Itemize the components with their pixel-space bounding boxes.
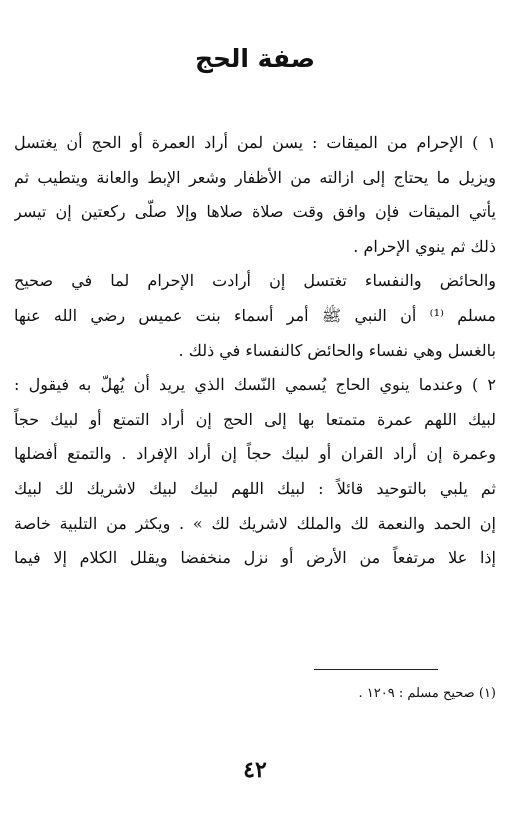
text-line-11: ثم يلبي بالتوحيد قائلاً : لبيك اللهم لبيك لبيك لاشريك لك لبيك	[14, 478, 496, 498]
text-line-1: ١ ) الإحرام من الميقات : يسن لمن أراد العمرة أو الحج أن يغتسل	[14, 133, 496, 152]
text-line-2: ويزيل ما يحتاج إلى ازالته من الأظفار وشعر الإبط والعانة ويتطيب ثم	[14, 167, 496, 187]
text-line-7: بالغسل وهي نفساء والحائض كالنفساء في ذلك .	[178, 340, 496, 360]
body-text	[14, 126, 496, 576]
text-line-3: يأتي الميقات فإن وافق وقت صلاة صلاها وإلا صلّى ركعتين إن تيسر	[14, 202, 496, 222]
text-line-13: إذا علا مرتفعاً من الأرض أو نزل منخفضا ويقلل الكلام إلا فيما	[14, 548, 496, 568]
footnote: (١) صحيح مسلم : ١٢٠٩ .	[358, 686, 496, 701]
text-line-4: ذلك ثم ينوي الإحرام .	[353, 236, 496, 256]
text-line-6: مسلم ⁽¹⁾ أن النبي ﷺ أمر أسماء بنت عميس رضي الله عنها	[14, 305, 496, 325]
text-line-12: إن الحمد والنعمة لك والملك لاشريك لك » . ويكثر من التلبية خاصة	[14, 513, 496, 533]
text-line-8: ٢ ) وعندما ينوي الحاج يُسمي النّسك الذي يريد أن يُهلّ به فيقول :	[14, 375, 496, 395]
page-title: صفة الحج	[194, 44, 315, 73]
page-number: ٤٢	[243, 757, 267, 783]
text-line-5: والحائض والنفساء تغتسل إن أرادت الإحرام لما في صحيح	[14, 271, 496, 291]
footnote-divider	[314, 669, 438, 670]
text-line-9: لبيك اللهم عمرة متمتعا بها إلى الحج إن أراد التمتع أو لبيك حجاً	[14, 409, 496, 429]
text-line-10: وعمرة إن أراد القران أو لبيك حجاً إن أراد الإفراد . والتمتع أفضلها	[14, 444, 496, 464]
